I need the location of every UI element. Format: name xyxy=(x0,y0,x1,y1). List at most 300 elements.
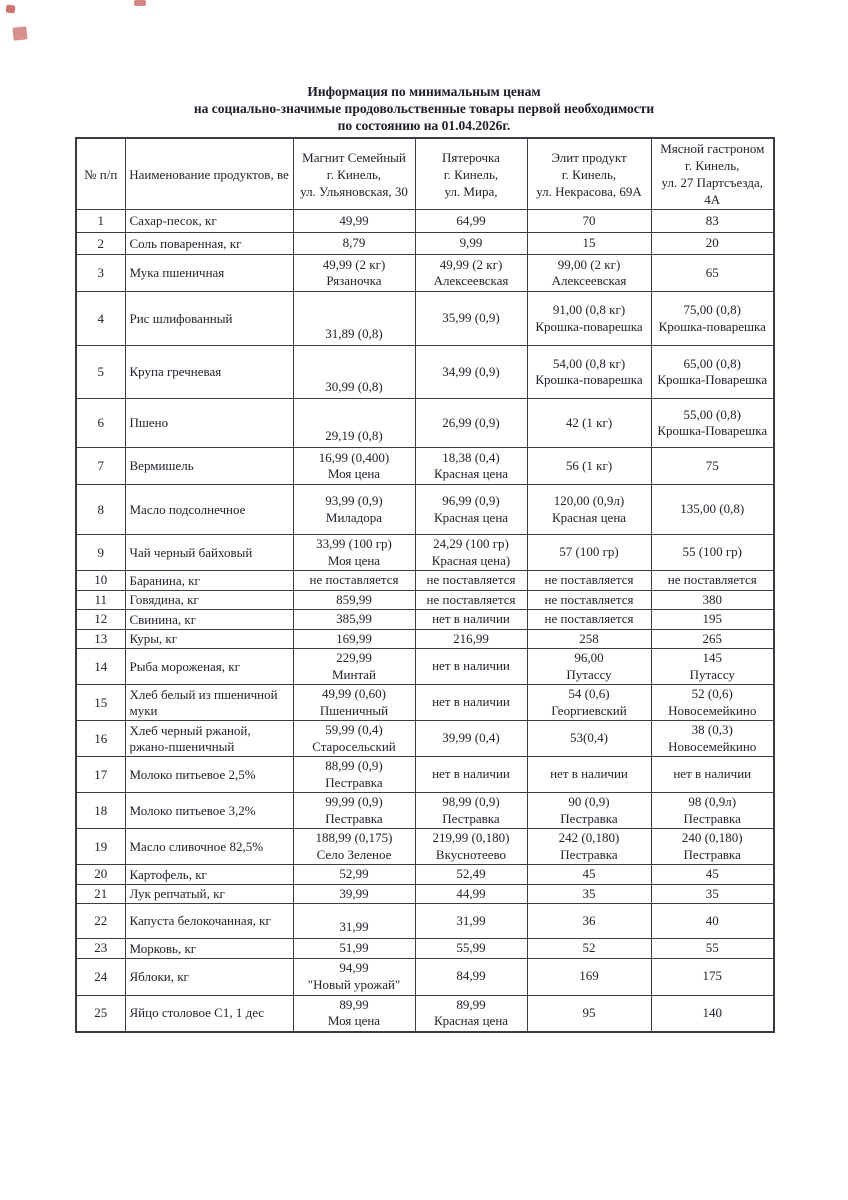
price-value: 49,99 (0,60) xyxy=(322,686,386,701)
product-name: Лук репчатый, кг xyxy=(125,884,293,904)
price-value: 44,99 xyxy=(456,885,486,901)
title-line-2: на социально-значимые продовольственные товары первой необходимости xyxy=(193,100,655,116)
row-number: 18 xyxy=(76,793,125,829)
table-row xyxy=(76,757,774,793)
price-value: 229,99 xyxy=(336,650,372,665)
price-value: 52 (0,6) xyxy=(691,686,733,701)
price-value: 380 xyxy=(702,591,722,607)
column-header-product: Наименование продуктов, ве xyxy=(125,138,293,210)
store-name: Элит продукт xyxy=(551,149,627,165)
price-cell xyxy=(415,255,527,292)
price-value: 36 xyxy=(582,912,596,928)
price-value: 188,99 (0,175) xyxy=(315,830,393,845)
price-cell xyxy=(527,757,651,793)
price-cell xyxy=(415,535,527,571)
price-cell xyxy=(527,629,651,649)
brand-label: Моя цена xyxy=(327,552,381,568)
price-cell xyxy=(293,629,415,649)
product-name: Говядина, кг xyxy=(125,590,293,610)
price-cell xyxy=(293,448,415,485)
price-cell xyxy=(651,793,774,829)
product-name: Хлеб черный ржаной, ржано-пшеничный xyxy=(125,721,293,757)
price-value: 49,99 (2 кг) xyxy=(322,256,386,272)
price-cell xyxy=(527,485,651,535)
price-value: 35,99 (0,9) xyxy=(442,310,500,326)
price-cell xyxy=(651,685,774,721)
price-value: 258 xyxy=(579,630,599,646)
price-value: 145 xyxy=(702,650,722,665)
price-value: не поставляется xyxy=(426,572,516,587)
price-cell xyxy=(527,535,651,571)
price-value: 31,89 (0,8) xyxy=(325,325,383,341)
product-name: Яйцо столовое С1, 1 дес xyxy=(125,995,293,1032)
table-row xyxy=(76,292,774,346)
price-value: 24,29 (100 гр) xyxy=(433,536,509,551)
brand-label: Алексеевская xyxy=(551,273,627,288)
title-line-1: Информация по минимальным ценам xyxy=(307,84,541,99)
price-value: 169,99 xyxy=(336,630,372,646)
price-value: 52,99 xyxy=(339,866,369,881)
price-value: 45 xyxy=(582,866,596,881)
brand-label: Красная цена xyxy=(551,509,627,525)
price-cell xyxy=(293,535,415,571)
product-name: Рыба мороженая, кг xyxy=(125,649,293,685)
row-number: 19 xyxy=(76,829,125,865)
product-name: Вермишель xyxy=(125,448,293,485)
price-cell xyxy=(415,448,527,485)
price-value: 33,99 (100 гр) xyxy=(316,536,392,551)
price-cell xyxy=(293,292,415,346)
price-cell xyxy=(651,865,774,885)
price-cell xyxy=(415,904,527,939)
row-number: 21 xyxy=(76,884,125,904)
price-value: 96,00 xyxy=(574,650,604,665)
price-cell xyxy=(293,485,415,535)
table-row xyxy=(76,793,774,829)
price-value: 95 xyxy=(582,1004,596,1020)
price-cell xyxy=(415,210,527,233)
price-cell xyxy=(651,346,774,399)
price-cell xyxy=(415,399,527,448)
row-number: 1 xyxy=(76,210,125,233)
row-number: 11 xyxy=(76,590,125,610)
price-cell xyxy=(293,399,415,448)
table-row xyxy=(76,610,774,630)
price-cell xyxy=(527,721,651,757)
brand-label: Новосемейкино xyxy=(668,738,757,754)
price-cell xyxy=(293,233,415,255)
price-cell xyxy=(527,571,651,591)
price-value: 55 xyxy=(705,940,719,955)
price-value: 135,00 (0,8) xyxy=(680,501,745,517)
price-value: 89,99 xyxy=(456,996,486,1012)
store-address-line: ул. Некрасова, 69А xyxy=(536,183,642,199)
product-name: Пшено xyxy=(125,399,293,448)
price-cell xyxy=(415,865,527,885)
price-cell xyxy=(415,233,527,255)
price-cell xyxy=(293,649,415,685)
table-row xyxy=(76,448,774,485)
scan-artifact xyxy=(134,0,146,6)
price-value: 59,99 (0,4) xyxy=(325,722,383,737)
price-cell xyxy=(527,793,651,829)
price-cell xyxy=(651,829,774,865)
product-name: Чай черный байховый xyxy=(125,535,293,571)
price-value: нет в наличии xyxy=(432,658,510,674)
row-number: 14 xyxy=(76,649,125,685)
price-value: 98,99 (0,9) xyxy=(442,794,500,809)
price-cell xyxy=(651,535,774,571)
table-row xyxy=(76,485,774,535)
price-value: 140 xyxy=(702,1004,722,1020)
price-value: 242 (0,180) xyxy=(558,830,620,845)
price-value: 31,99 xyxy=(339,918,369,934)
price-cell xyxy=(651,904,774,939)
price-cell xyxy=(651,399,774,448)
scan-artifact xyxy=(12,26,27,40)
title-line-3: по состоянию на 01.04.2026г. xyxy=(337,117,511,133)
price-value: 15 xyxy=(582,235,596,251)
product-name: Свинина, кг xyxy=(125,610,293,630)
price-value: 91,00 (0,8 кг) xyxy=(552,302,626,317)
price-cell xyxy=(527,685,651,721)
brand-label: Старосельский xyxy=(312,738,396,754)
price-value: 57 (100 гр) xyxy=(559,544,619,560)
price-value: 34,99 (0,9) xyxy=(442,363,500,379)
price-value: 64,99 xyxy=(456,212,486,228)
price-cell xyxy=(415,995,527,1032)
price-value: 39,99 (0,4) xyxy=(442,730,500,746)
row-number: 8 xyxy=(76,485,125,535)
price-value: не поставляется xyxy=(426,591,516,607)
price-cell xyxy=(651,485,774,535)
price-value: 265 xyxy=(702,630,722,646)
price-value: 75 xyxy=(705,457,719,473)
price-cell xyxy=(293,904,415,939)
price-value: 49,99 (2 кг) xyxy=(439,256,503,272)
price-value: 53(0,4) xyxy=(570,730,608,746)
price-value: 55,00 (0,8) xyxy=(683,406,741,422)
store-name: Мясной гастроном xyxy=(660,141,765,156)
price-cell xyxy=(527,255,651,292)
price-cell xyxy=(527,829,651,865)
price-cell xyxy=(293,958,415,995)
product-name: Куры, кг xyxy=(125,629,293,649)
price-value: 26,99 (0,9) xyxy=(442,414,500,430)
price-value: 52,49 xyxy=(456,866,486,881)
price-cell xyxy=(651,571,774,591)
row-number: 13 xyxy=(76,629,125,649)
table-row xyxy=(76,346,774,399)
price-cell xyxy=(415,571,527,591)
price-cell xyxy=(651,721,774,757)
brand-label: Пестравка xyxy=(683,846,741,862)
table-row xyxy=(76,904,774,939)
brand-label: Крошка-поварешка xyxy=(535,372,643,387)
row-number: 6 xyxy=(76,399,125,448)
product-name: Крупа гречневая xyxy=(125,346,293,399)
price-cell xyxy=(527,610,651,630)
product-name: Капуста белокочанная, кг xyxy=(125,904,293,939)
price-value: 29,19 (0,8) xyxy=(325,427,383,443)
table-row xyxy=(76,958,774,995)
price-value: 16,99 (0,400) xyxy=(318,449,390,465)
price-value: 175 xyxy=(702,968,722,984)
price-cell xyxy=(651,757,774,793)
brand-label: Крошка-Поварешка xyxy=(657,423,768,438)
row-number: 10 xyxy=(76,571,125,591)
price-value: 96,99 (0,9) xyxy=(442,493,500,508)
price-cell xyxy=(293,995,415,1032)
price-cell xyxy=(293,255,415,292)
table-row xyxy=(76,233,774,255)
price-cell xyxy=(527,448,651,485)
store-address-line: г. Кинель, xyxy=(326,166,382,182)
price-value: 51,99 xyxy=(339,940,369,955)
table-body xyxy=(76,210,774,1032)
price-cell xyxy=(415,721,527,757)
price-cell xyxy=(293,210,415,233)
price-value: нет в наличии xyxy=(432,694,510,710)
store-address-line: ул. Мира, xyxy=(444,183,498,199)
price-value: 49,99 xyxy=(339,212,369,228)
price-cell xyxy=(415,939,527,959)
price-value: 70 xyxy=(582,212,596,228)
table-row xyxy=(76,590,774,610)
column-header-store-2 xyxy=(415,138,527,210)
product-name: Мука пшеничная xyxy=(125,255,293,292)
price-value: 9,99 xyxy=(459,235,483,251)
product-name: Молоко питьевое 2,5% xyxy=(125,757,293,793)
price-cell xyxy=(651,292,774,346)
price-value: 216,99 xyxy=(453,630,489,646)
product-name: Баранина, кг xyxy=(125,571,293,591)
price-cell xyxy=(651,629,774,649)
price-value: 42 (1 кг) xyxy=(565,414,613,430)
product-name: Соль поваренная, кг xyxy=(125,233,293,255)
store-address-line: 4А xyxy=(704,192,721,207)
store-name: Магнит Семейный xyxy=(302,149,406,165)
price-cell xyxy=(527,590,651,610)
price-cell xyxy=(415,346,527,399)
brand-label: Рязаночка xyxy=(326,273,382,288)
row-number: 25 xyxy=(76,995,125,1032)
price-value: 31,99 xyxy=(456,912,486,928)
brand-label: Пестравка xyxy=(683,810,741,826)
price-value: 45 xyxy=(705,866,719,881)
product-name: Хлеб белый из пшеничной муки xyxy=(125,685,293,721)
brand-label: Моя цена xyxy=(327,466,381,481)
price-value: 169 xyxy=(579,968,599,984)
price-cell xyxy=(415,958,527,995)
brand-label: Новосемейкино xyxy=(668,702,757,718)
product-name: Морковь, кг xyxy=(125,939,293,959)
brand-label: Путассу xyxy=(566,666,612,682)
row-number: 23 xyxy=(76,939,125,959)
price-cell xyxy=(527,210,651,233)
brand-label: Пшеничный xyxy=(319,702,389,718)
brand-label: Красная цена xyxy=(433,509,509,525)
brand-label: Пестравка xyxy=(325,774,383,790)
price-cell xyxy=(293,939,415,959)
price-cell xyxy=(415,757,527,793)
price-value: 55 (100 гр) xyxy=(682,544,742,560)
column-header-store-4 xyxy=(651,138,774,210)
store-address-line: ул. Ульяновская, 30 xyxy=(300,183,408,199)
header-row xyxy=(76,138,774,210)
price-cell xyxy=(527,995,651,1032)
price-cell xyxy=(651,649,774,685)
price-cell xyxy=(293,865,415,885)
price-value: 18,38 (0,4) xyxy=(442,449,500,465)
store-address-line: ул. 27 Партсъезда, xyxy=(661,175,763,190)
brand-label: "Новый урожай" xyxy=(307,976,401,992)
price-value: 56 (1 кг) xyxy=(565,457,613,473)
product-name: Рис шлифованный xyxy=(125,292,293,346)
price-cell xyxy=(651,255,774,292)
price-cell xyxy=(651,995,774,1032)
price-value: 30,99 (0,8) xyxy=(325,378,383,394)
price-cell xyxy=(293,829,415,865)
brand-label: Георгиевский xyxy=(551,702,627,718)
price-value: не поставляется xyxy=(544,591,634,607)
price-cell xyxy=(651,939,774,959)
price-cell xyxy=(415,485,527,535)
row-number: 12 xyxy=(76,610,125,630)
price-value: 99,00 (2 кг) xyxy=(557,256,621,272)
price-cell xyxy=(415,590,527,610)
price-value: 65,00 (0,8) xyxy=(683,355,741,371)
price-value: 54,00 (0,8 кг) xyxy=(552,355,626,371)
price-cell xyxy=(527,884,651,904)
price-value: 35 xyxy=(705,885,719,901)
price-cell xyxy=(527,399,651,448)
row-number: 3 xyxy=(76,255,125,292)
price-value: 54 (0,6) xyxy=(568,686,610,701)
price-table xyxy=(75,137,775,1033)
price-cell xyxy=(415,685,527,721)
table-row xyxy=(76,865,774,885)
price-cell xyxy=(527,939,651,959)
price-cell xyxy=(527,292,651,346)
row-number: 2 xyxy=(76,233,125,255)
brand-label: Моя цена xyxy=(327,1013,381,1028)
scan-artifact xyxy=(5,4,15,13)
price-cell xyxy=(415,829,527,865)
store-address-line: г. Кинель, xyxy=(685,158,740,173)
product-name: Сахар-песок, кг xyxy=(125,210,293,233)
price-value: не поставляется xyxy=(544,572,634,587)
brand-label: Путассу xyxy=(689,666,735,682)
price-cell xyxy=(651,233,774,255)
row-number: 16 xyxy=(76,721,125,757)
table-row xyxy=(76,939,774,959)
table-row xyxy=(76,399,774,448)
row-number: 15 xyxy=(76,685,125,721)
price-cell xyxy=(415,292,527,346)
table-header xyxy=(76,138,774,210)
price-value: 20 xyxy=(705,235,719,251)
row-number: 9 xyxy=(76,535,125,571)
row-number: 4 xyxy=(76,292,125,346)
price-value: 89,99 xyxy=(339,996,369,1012)
price-value: 385,99 xyxy=(336,611,372,626)
price-value: 38 (0,3) xyxy=(691,722,733,737)
price-cell xyxy=(527,865,651,885)
brand-label: Крошка-поварешка xyxy=(535,318,643,334)
price-cell xyxy=(651,610,774,630)
price-cell xyxy=(527,958,651,995)
price-cell xyxy=(415,610,527,630)
price-value: 40 xyxy=(705,912,719,928)
store-address-line: г. Кинель, xyxy=(443,166,499,182)
table-row xyxy=(76,629,774,649)
table-row xyxy=(76,210,774,233)
price-value: нет в наличии xyxy=(432,611,510,626)
brand-label: Алексеевская xyxy=(433,273,509,288)
table-row xyxy=(76,571,774,591)
brand-label: Вкуснотеево xyxy=(435,846,507,862)
price-cell xyxy=(415,629,527,649)
price-cell xyxy=(293,346,415,399)
price-cell xyxy=(527,904,651,939)
price-value: 52 xyxy=(582,940,596,955)
row-number: 7 xyxy=(76,448,125,485)
price-value: 99,99 (0,9) xyxy=(325,794,383,809)
price-cell xyxy=(651,590,774,610)
price-value: 90 (0,9) xyxy=(568,794,610,809)
table-row xyxy=(76,255,774,292)
table-row xyxy=(76,721,774,757)
table-row xyxy=(76,829,774,865)
price-cell xyxy=(293,757,415,793)
brand-label: Крошка-Поварешка xyxy=(657,372,768,387)
price-value: 120,00 (0,9л) xyxy=(553,493,625,508)
price-value: 35 xyxy=(582,885,596,901)
column-header-num: № п/п xyxy=(76,138,125,210)
row-number: 5 xyxy=(76,346,125,399)
price-cell xyxy=(527,346,651,399)
price-value: 859,99 xyxy=(336,591,372,607)
column-header-store-3 xyxy=(527,138,651,210)
row-number: 20 xyxy=(76,865,125,885)
price-value: не поставляется xyxy=(309,572,399,587)
price-cell xyxy=(293,590,415,610)
price-value: нет в наличии xyxy=(432,766,510,782)
price-cell xyxy=(293,610,415,630)
price-value: не поставляется xyxy=(667,572,757,587)
price-value: 55,99 xyxy=(456,940,486,955)
brand-label: Пестравка xyxy=(560,846,618,862)
price-value: 65 xyxy=(705,264,719,280)
price-value: 98 (0,9л) xyxy=(688,794,737,809)
brand-label: Красная цена) xyxy=(431,552,511,568)
price-value: нет в наличии xyxy=(550,766,628,782)
price-cell xyxy=(651,958,774,995)
table-row xyxy=(76,685,774,721)
table-row xyxy=(76,535,774,571)
price-value: 39,99 xyxy=(339,885,369,901)
price-cell xyxy=(293,685,415,721)
price-value: 195 xyxy=(702,611,722,626)
store-name: Пятерочка xyxy=(442,149,500,165)
brand-label: Пестравка xyxy=(560,810,618,826)
store-address-line: г. Кинель, xyxy=(561,166,617,182)
product-name: Яблоки, кг xyxy=(125,958,293,995)
price-cell xyxy=(293,793,415,829)
price-cell xyxy=(651,448,774,485)
product-name: Молоко питьевое 3,2% xyxy=(125,793,293,829)
